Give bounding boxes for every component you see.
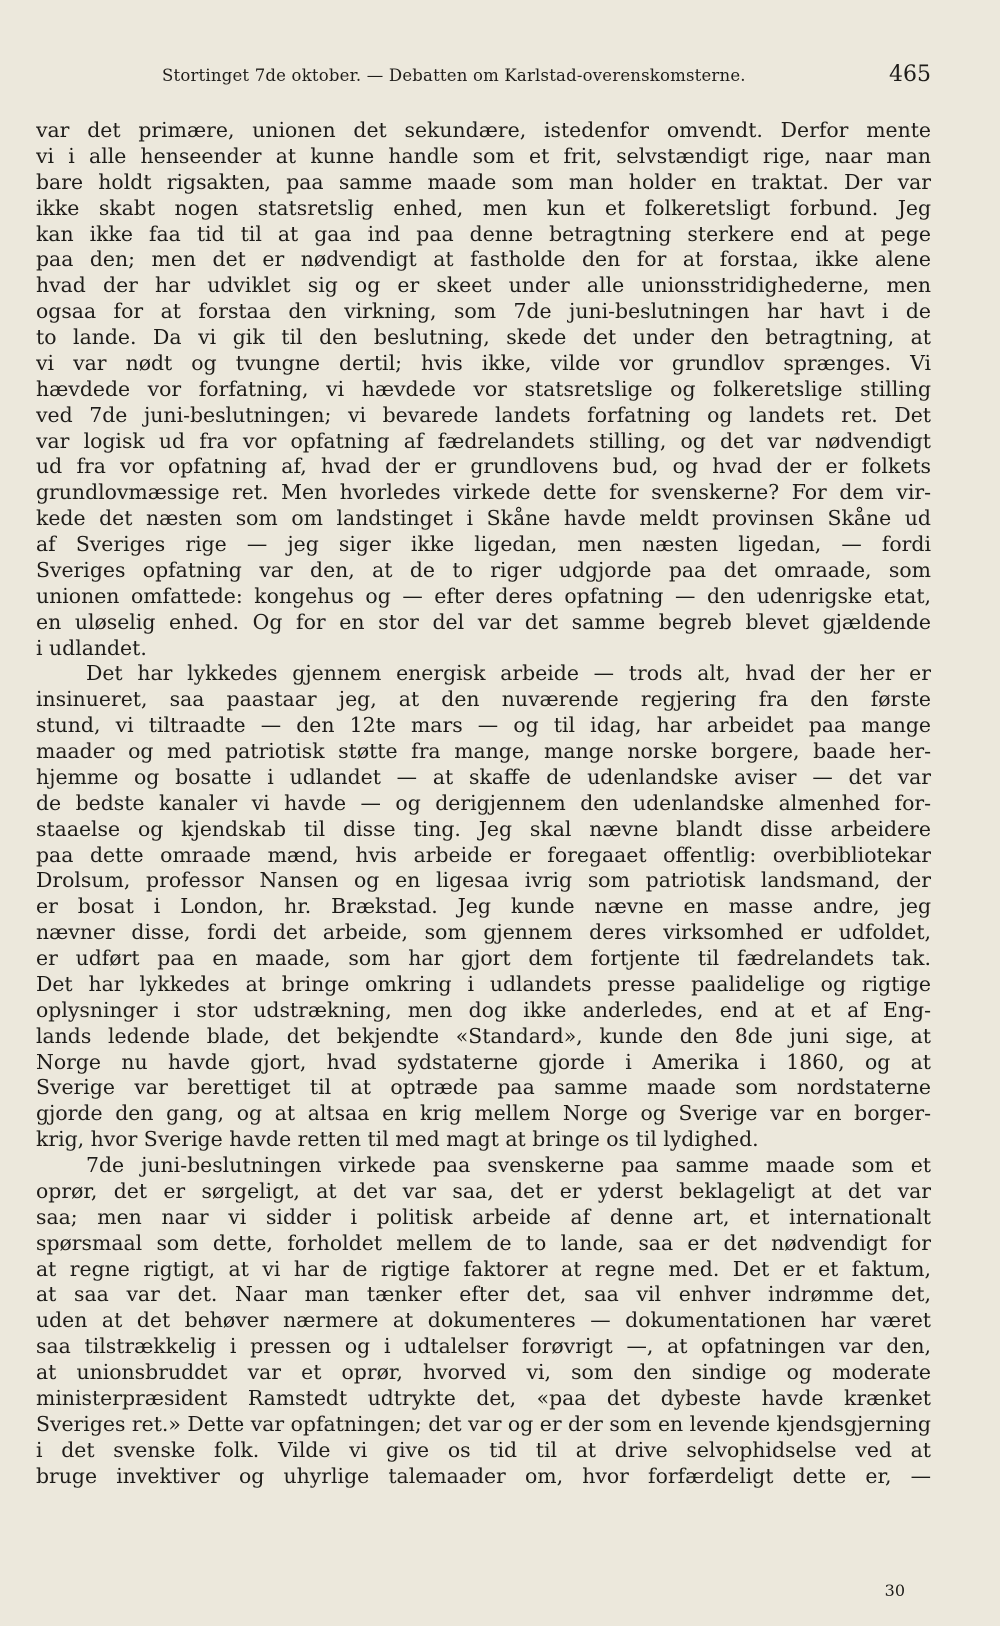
text-line: oprør, det er sørgeligt, at det var saa, det er yderst beklageligt at det var [36,1178,931,1203]
text-line: saa; men naar vi sidder i politisk arbeide af denne art, et internationalt [36,1204,931,1229]
paragraph-first-line: 7de juni-beslutningen virkede paa svenskerne paa samme maade som et [86,1153,931,1177]
text-line: ikke skabt nogen statsretslig enhed, men kun et folkeretsligt forbund. Jeg [36,195,931,220]
text-line: saa tilstrækkelig i pressen og i udtalelser forøvrigt —, at opfatningen var den, [36,1334,931,1359]
sheet-signature: 30 [884,1581,905,1600]
text-line: kede det næsten som om landstinget i Skåne havde meldt provinsen Skåne ud [36,506,931,531]
text-line: unionen omfattede: kongehus og — efter deres opfatning — den udenrigske etat, [36,583,931,608]
text-line: vi i alle henseender at kunne handle som et frit, selvstændigt rige, naar man [36,143,931,168]
text-line: at regne rigtigt, at vi har de rigtige faktorer at regne med. Det er et faktum, [36,1256,931,1281]
text-line: krig, hvor Sverige havde retten til med magt at bringe os til lydighed. [36,1127,759,1152]
text-line: bruge invektiver og uhyrlige talemaader om, hvor forfærdeligt dette er, — [36,1463,931,1488]
text-line: er udført paa en maade, som har gjort dem fortjente til fædrelandets tak. [36,946,931,970]
text-line: uden at det behøver nærmere at dokumenteres — dokumentationen har været [36,1308,931,1333]
text-line: hævdede vor forfatning, vi hævdede vor statsretslige og folkeretslige stilling [36,376,931,401]
text-line: stund, vi tiltraadte — den 12te mars — og til idag, har arbeidet paa mange [36,713,931,738]
text-line: kan ikke faa tid til at gaa ind paa denne betragtning sterkere end at pege [36,221,931,246]
text-line: grundlovmæssige ret. Men hvorledes virkede dette for svenskerne? For dem vir- [36,480,931,505]
paragraph-first-line: Det har lykkedes gjennem energisk arbeide — trods alt, hvad der her er [86,661,931,686]
text-line: bare holdt rigsakten, paa samme maade som man holder en traktat. Der var [36,169,931,194]
text-line: en uløselig enhed. Og for en stor del var det samme begreb blevet gjældende [36,609,931,634]
text-line: ud fra vor opfatning af, hvad der er grundlovens bud, og hvad der er folkets [36,454,931,479]
text-line: maader og med patriotisk støtte fra mange, mange norske borgere, baade her- [36,739,931,763]
text-line: hvad der har udviklet sig og er skeet under alle unionsstridighederne, men [36,273,931,298]
text-line: i det svenske folk. Vilde vi give os tid til at drive selvophidselse ved at [36,1437,931,1462]
text-line: paa den; men det er nødvendigt at fastholde den for at forstaa, ikke alene [36,247,931,272]
text-line: i udlandet. [36,635,147,660]
running-title: Stortinget 7de oktober. — Debatten om Karlstad-overenskomsterne. [162,66,746,85]
text-line: er bosat i London, hr. Brækstad. Jeg kunde nævne en masse andre, jeg [36,894,931,919]
text-line: gjorde den gang, og at altsaa en krig mellem Norge og Sverige var en borger- [36,1101,931,1126]
text-line: ogsaa for at forstaa den virkning, som 7de juni-beslutningen har havt i de [36,299,931,324]
text-line: var logisk ud fra vor opfatning af fædrelandets stilling, og det var nødvendigt [36,428,931,453]
text-line: nævner disse, fordi det arbeide, som gjennem deres virksomhed er udfoldet, [36,920,931,945]
text-line: Norge nu havde gjort, hvad sydstaterne gjorde i Amerika i 1860, og at [36,1049,931,1074]
text-line: lands ledende blade, det bekjendte «Standard», kunde den 8de juni sige, at [36,1023,931,1048]
text-line: var det primære, unionen det sekundære, istedenfor omvendt. Derfor mente [36,118,931,142]
text-line: insinueret, saa paastaar jeg, at den nuværende regjering fra den første [36,687,931,712]
text-line: at unionsbruddet var et oprør, hvorved vi, som den sindige og moderate [36,1360,931,1384]
page-header [36,62,931,94]
text-line: Sverige var berettiget til at optræde paa samme maade som nordstaterne [36,1075,931,1100]
text-line: hjemme og bosatte i udlandet — at skaffe de udenlandske aviser — det var [36,764,931,789]
text-line: vi var nødt og tvungne dertil; hvis ikke, vilde vor grundlov sprænges. Vi [36,350,931,375]
text-line: to lande. Da vi gik til den beslutning, skede det under den betragtning, at [36,325,931,349]
text-line: Drolsum, professor Nansen og en ligesaa ivrig som patriotisk landsmand, der [36,868,931,893]
text-line: Det har lykkedes at bringe omkring i udlandets presse paalidelige og rigtige [36,971,931,996]
text-line: staaelse og kjendskab til disse ting. Jeg skal nævne blandt disse arbeidere [36,816,931,841]
text-line: at saa var det. Naar man tænker efter det, saa vil enhver indrømme det, [36,1282,931,1307]
page-number: 465 [889,62,931,87]
text-line: spørsmaal som dette, forholdet mellem de to lande, saa er det nødvendigt for [36,1230,931,1255]
text-line: oplysninger i stor udstrækning, men dog ikke anderledes, end at et af Eng- [36,997,931,1022]
text-line: ved 7de juni-beslutningen; vi bevarede landets forfatning og landets ret. Det [36,402,931,427]
text-line: Sveriges ret.» Dette var opfatningen; det var og er der som en levende kjendsgjerning [36,1411,931,1436]
text-line: af Sveriges rige — jeg siger ikke ligedan, men næsten ligedan, — fordi [36,532,931,556]
body-text [36,118,931,1489]
text-line: ministerpræsident Ramstedt udtrykte det, «paa det dybeste havde krænket [36,1385,931,1410]
text-line: de bedste kanaler vi havde — og derigjennem den udenlandske almenhed for- [36,790,931,815]
text-line: paa dette omraade mænd, hvis arbeide er foregaaet offentlig: overbibliotekar [36,842,931,867]
text-line: Sveriges opfatning var den, at de to riger udgjorde paa det omraade, som [36,557,931,582]
